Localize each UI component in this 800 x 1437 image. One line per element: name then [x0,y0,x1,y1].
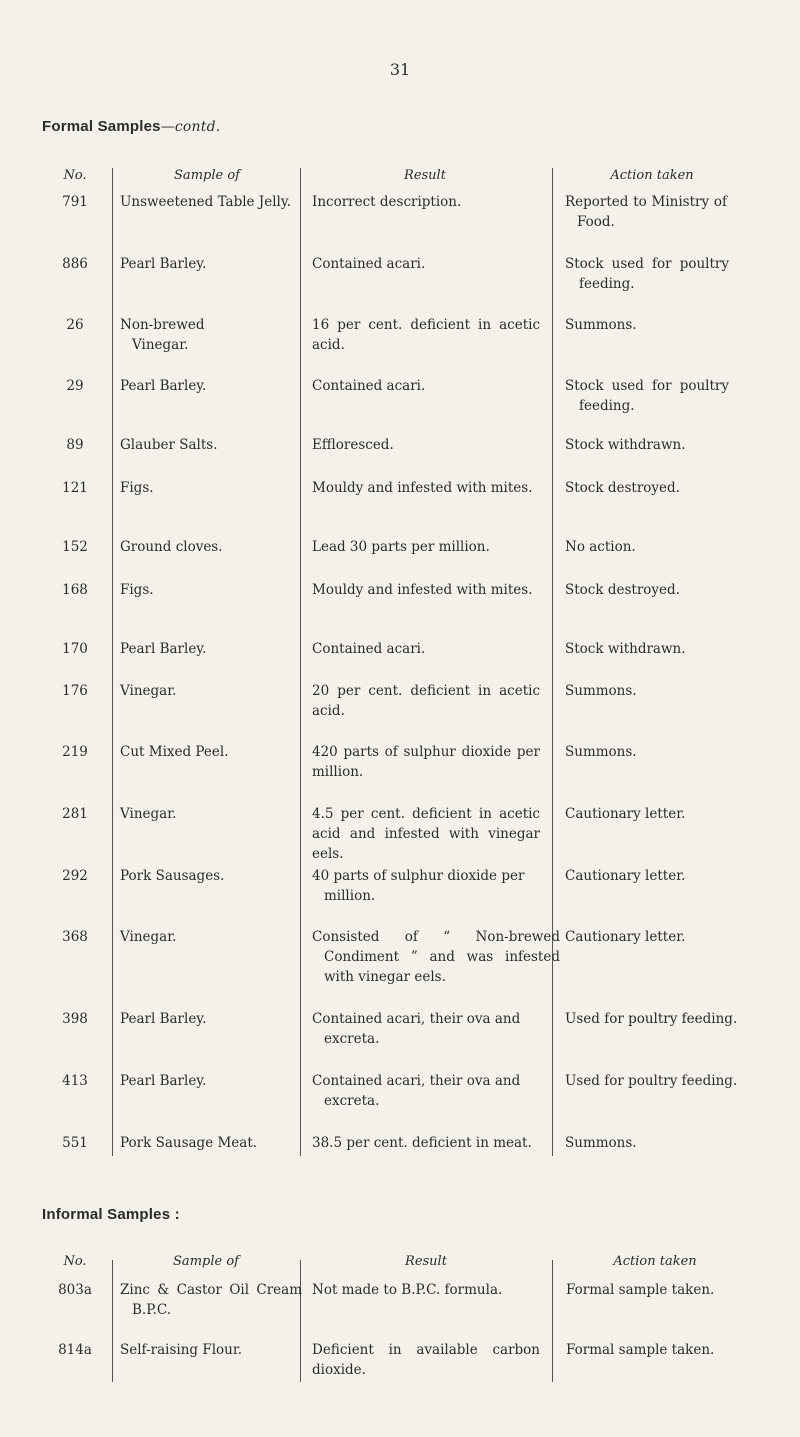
informal-section-title: Informal Samples : [42,1206,180,1223]
formal-title-suffix: —contd. [160,119,221,135]
formal-divider-2 [300,168,301,1156]
formal-row-no: 89 [66,437,84,453]
formal-row-action: Cautionary letter. [565,868,686,884]
formal-row-action: Stock used for poultry feeding. [565,256,729,292]
formal-row-no: 176 [62,683,88,699]
informal-header-no: No. [63,1254,87,1269]
formal-row-sample: Glauber Salts. [120,437,218,453]
formal-row-result: 40 parts of sulphur dioxide per million. [312,868,525,904]
formal-row-action: Stock withdrawn. [565,641,686,657]
informal-row-result: Deficient in available carbon dioxide. [312,1342,540,1378]
formal-row-no: 551 [62,1135,88,1151]
formal-row-no: 29 [66,378,84,394]
formal-row-result: Lead 30 parts per million. [312,539,490,555]
formal-row-no: 886 [62,256,88,272]
formal-row-no: 791 [62,194,88,210]
informal-header-result: Result [405,1254,447,1269]
page-number: 31 [389,60,411,79]
formal-row-sample: Non-brewed Vinegar. [120,317,205,353]
formal-row-result: 38.5 per cent. deficient in meat. [312,1135,532,1151]
formal-row-sample: Cut Mixed Peel. [120,744,229,760]
formal-row-sample: Pearl Barley. [120,641,207,657]
formal-row-result: Contained acari. [312,378,426,394]
informal-divider-2 [300,1260,301,1382]
formal-header-result: Result [404,168,446,183]
formal-row-no: 413 [62,1073,88,1089]
formal-row-no: 292 [62,868,88,884]
formal-row-sample: Figs. [120,582,154,598]
informal-row-no: 814a [58,1342,92,1358]
informal-row-action: Formal sample taken. [566,1282,715,1298]
formal-row-sample: Figs. [120,480,154,496]
formal-row-sample: Pearl Barley. [120,256,207,272]
formal-row-action: Summons. [565,744,637,760]
formal-row-sample: Pearl Barley. [120,1011,207,1027]
formal-row-no: 281 [62,806,88,822]
formal-row-result: Contained acari. [312,256,426,272]
formal-row-sample: Pearl Barley. [120,1073,207,1089]
formal-row-sample: Pork Sausage Meat. [120,1135,258,1151]
formal-section-title [42,118,220,135]
formal-row-result: 20 per cent. deficient in acetic acid. [312,683,540,719]
formal-row-sample: Vinegar. [120,806,177,822]
formal-row-result: Effloresced. [312,437,394,453]
formal-row-no: 398 [62,1011,88,1027]
formal-row-action: Stock used for poultry feeding. [565,378,729,414]
formal-row-action: Reported to Ministry of Food. [565,194,727,230]
formal-row-action: Stock withdrawn. [565,437,686,453]
formal-row-sample: Pork Sausages. [120,868,225,884]
informal-row-no: 803a [58,1282,92,1298]
formal-header-no: No. [63,168,87,183]
formal-row-action: Used for poultry feeding. [565,1011,738,1027]
formal-row-action: No action. [565,539,636,555]
formal-row-result: Consisted of “ Non-brewed Condiment ” and was infested with vinegar eels. [312,929,560,985]
formal-row-result: Contained acari, their ova and excreta. [312,1073,521,1109]
formal-title-text: Formal Samples [42,118,161,135]
formal-row-action: Stock destroyed. [565,582,680,598]
formal-row-action: Used for poultry feeding. [565,1073,738,1089]
formal-row-no: 121 [62,480,88,496]
formal-row-no: 26 [66,317,84,333]
formal-row-result: 16 per cent. deficient in acetic acid. [312,317,540,353]
formal-row-sample: Vinegar. [120,929,177,945]
formal-row-action: Summons. [565,683,637,699]
formal-row-action: Cautionary letter. [565,929,686,945]
informal-header-action: Action taken [613,1254,697,1269]
formal-row-result: Contained acari, their ova and excreta. [312,1011,521,1047]
informal-header-sample: Sample of [173,1254,239,1269]
informal-divider-3 [552,1260,553,1382]
formal-row-sample: Ground cloves. [120,539,223,555]
formal-row-result: Mouldy and infested with mites. [312,582,533,598]
formal-divider-1 [112,168,113,1156]
formal-row-sample: Unsweetened Table Jelly. [120,194,291,210]
formal-row-result: Incorrect description. [312,194,462,210]
informal-divider-1 [112,1260,113,1382]
informal-row-sample: Self-raising Flour. [120,1342,243,1358]
formal-divider-3 [552,168,553,1156]
formal-row-no: 368 [62,929,88,945]
informal-row-action: Formal sample taken. [566,1342,715,1358]
formal-row-action: Cautionary letter. [565,806,686,822]
formal-row-sample: Pearl Barley. [120,378,207,394]
formal-row-result: 4.5 per cent. deficient in acetic acid and infested with vinegar eels. [312,806,540,862]
formal-row-result: Mouldy and infested with mites. [312,480,533,496]
formal-row-action: Stock destroyed. [565,480,680,496]
formal-row-sample: Vinegar. [120,683,177,699]
informal-row-sample: Zinc & Castor Oil Cream B.P.C. [120,1282,302,1318]
formal-row-no: 219 [62,744,88,760]
formal-header-sample: Sample of [174,168,240,183]
informal-row-result: Not made to B.P.C. formula. [312,1282,503,1298]
formal-row-result: 420 parts of sulphur dioxide per million. [312,744,540,780]
formal-header-action: Action taken [610,168,694,183]
formal-row-action: Summons. [565,317,637,333]
formal-row-result: Contained acari. [312,641,426,657]
formal-row-no: 168 [62,582,88,598]
formal-row-no: 170 [62,641,88,657]
formal-row-action: Summons. [565,1135,637,1151]
formal-row-no: 152 [62,539,88,555]
